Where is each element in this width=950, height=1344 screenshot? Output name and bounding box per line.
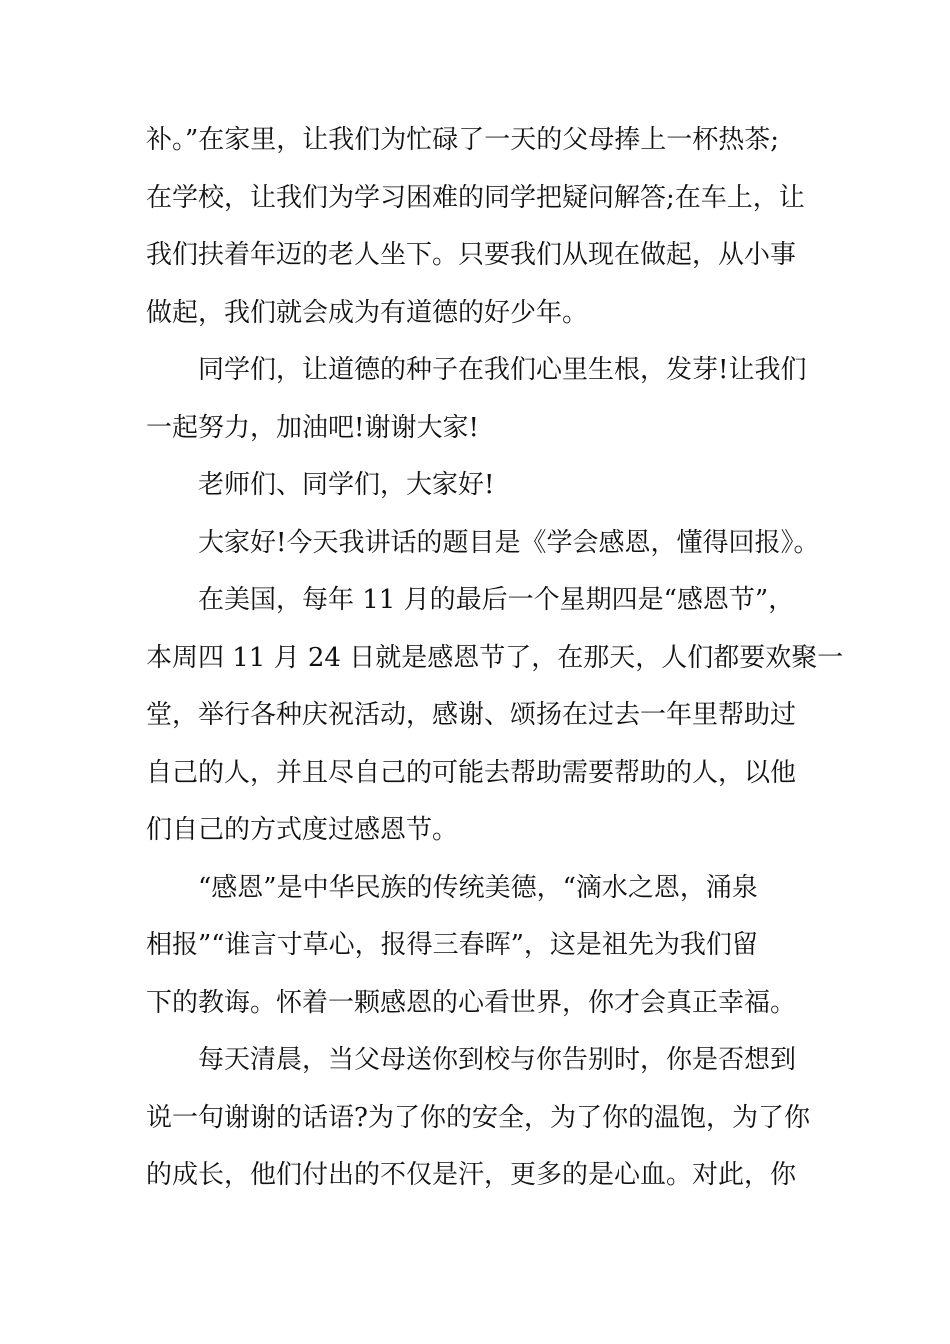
paragraph-first-line: 同学们，让道德的种子在我们心里生根，发芽!让我们 bbox=[198, 355, 807, 385]
text-line: 补。”在家里，让我们为忙碌了一天的父母捧上一杯热茶; bbox=[146, 125, 780, 155]
text-line: 相报”“谁言寸草心，报得三春晖”，这是祖先为我们留 bbox=[146, 930, 758, 960]
text-line: 我们扶着年迈的老人坐下。只要我们从现在做起，从小事 bbox=[146, 240, 797, 270]
document-body bbox=[146, 112, 844, 1205]
text-line: 一起努力，加油吧!谢谢大家! bbox=[146, 412, 479, 443]
greeting-line: 老师们、同学们，大家好! bbox=[198, 470, 495, 500]
text-line: 的成长，他们付出的不仅是汗，更多的是心血。对此，你 bbox=[146, 1160, 797, 1190]
text-line: 做起，我们就会成为有道德的好少年。 bbox=[146, 297, 589, 328]
text-line: 本周四 11 月 24 日就是感恩节了，在那天，人们都要欢聚一 bbox=[146, 642, 844, 673]
paragraph-first-line: 在美国，每年 11 月的最后一个星期四是“感恩节”， bbox=[198, 585, 795, 615]
text-line: 自己的人，并且尽自己的可能去帮助需要帮助的人，以他 bbox=[146, 757, 797, 788]
text-line: 堂，举行各种庆祝活动，感谢、颂扬在过去一年里帮助过 bbox=[146, 700, 797, 730]
text-line: 们自己的方式度过感恩节。 bbox=[146, 815, 459, 845]
paragraph-first-line: “感恩”是中华民族的传统美德，“滴水之恩，涌泉 bbox=[198, 872, 758, 903]
text-line: 说一句谢谢的话语?为了你的安全，为了你的温饱，为了你 bbox=[146, 1102, 810, 1133]
paragraph-first-line: 每天清晨，当父母送你到校与你告别时，你是否想到 bbox=[198, 1045, 797, 1075]
speech-title-line: 大家好!今天我讲话的题目是《学会感恩，懂得回报》。 bbox=[198, 527, 820, 558]
text-line: 在学校，让我们为学习困难的同学把疑问解答;在车上，让 bbox=[146, 182, 805, 213]
text-line: 下的教诲。怀着一颗感恩的心看世界，你才会真正幸福。 bbox=[146, 987, 797, 1018]
